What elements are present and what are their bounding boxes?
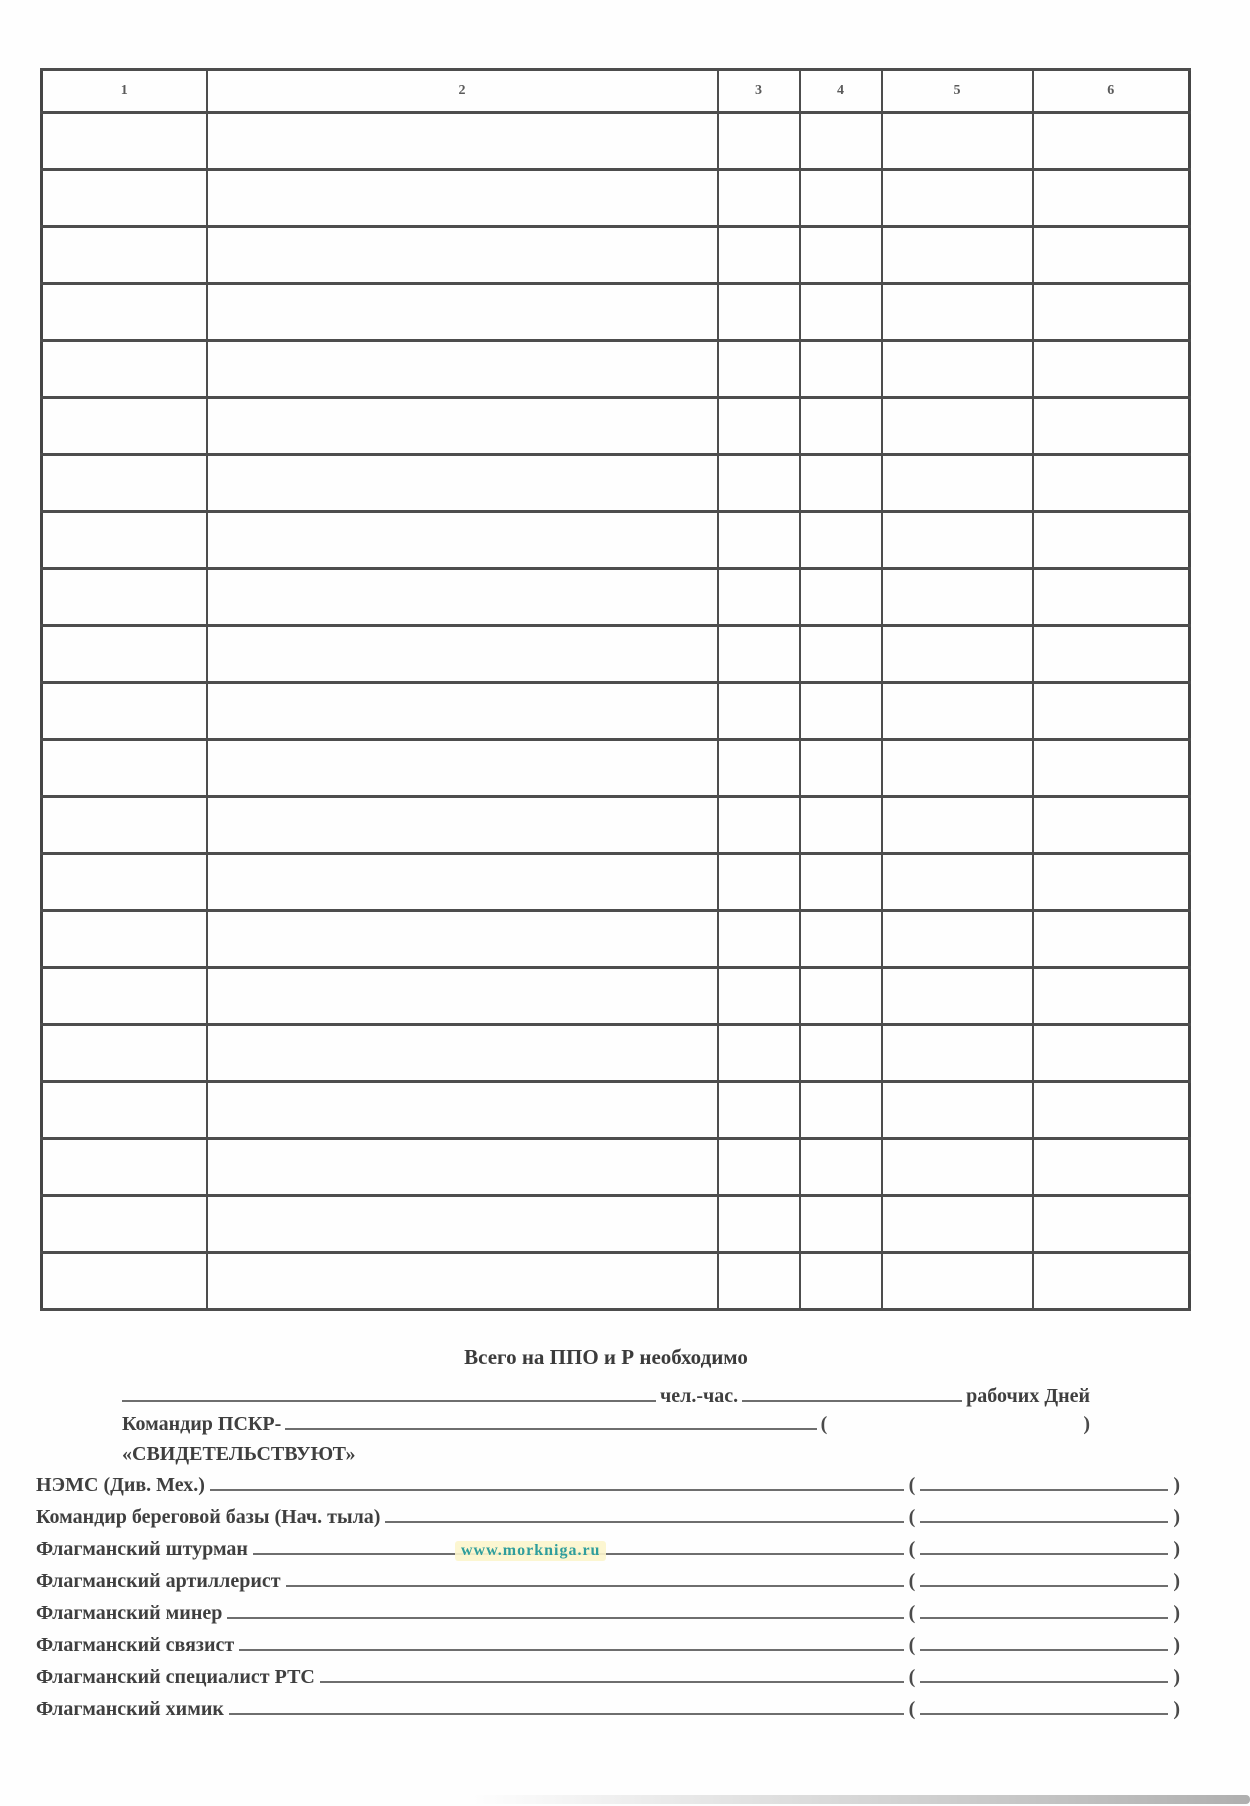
- table-cell: [42, 113, 207, 170]
- table-cell: [718, 911, 800, 968]
- table-cell: [800, 797, 882, 854]
- table-row: [42, 569, 1190, 626]
- paren-fill-in-line: [920, 1677, 1168, 1683]
- days-label: рабочих Дней: [966, 1385, 1090, 1407]
- table-header-cell: 4: [800, 70, 882, 113]
- table-row: [42, 626, 1190, 683]
- table-cell: [800, 170, 882, 227]
- table-cell: [1033, 1253, 1190, 1310]
- table-cell: [800, 398, 882, 455]
- table-cell: [718, 170, 800, 227]
- signature-row: [36, 1570, 1180, 1602]
- table-cell: [800, 512, 882, 569]
- table-cell: [1033, 512, 1190, 569]
- table-row: [42, 683, 1190, 740]
- table-cell: [882, 1025, 1033, 1082]
- table-cell: [42, 740, 207, 797]
- table-cell: [42, 284, 207, 341]
- close-paren: ): [1173, 1506, 1180, 1528]
- commander-label: Командир ПСКР-: [122, 1413, 282, 1435]
- table-cell: [800, 683, 882, 740]
- signature-fill-in-line: [385, 1517, 903, 1523]
- table-cell: [882, 284, 1033, 341]
- table-cell: [882, 341, 1033, 398]
- signature-label: Флагманский связист: [36, 1634, 235, 1656]
- table-cell: [718, 569, 800, 626]
- table-cell: [718, 512, 800, 569]
- table-cell: [207, 1025, 718, 1082]
- table-cell: [1033, 626, 1190, 683]
- table-cell: [882, 398, 1033, 455]
- signature-row: [36, 1698, 1180, 1730]
- signature-label: НЭМС (Див. Мех.): [36, 1474, 205, 1496]
- paren-fill-in-line: [920, 1517, 1168, 1523]
- table-cell: [718, 113, 800, 170]
- table-cell: [882, 512, 1033, 569]
- page-edge-shadow: [470, 1795, 1250, 1804]
- totals-heading: Всего на ППО и Р необходимо: [464, 1345, 748, 1369]
- table-header-cell: 2: [207, 70, 718, 113]
- table-cell: [718, 797, 800, 854]
- table-cell: [800, 626, 882, 683]
- table-cell: [882, 1139, 1033, 1196]
- signature-label: Командир береговой базы (Нач. тыла): [36, 1506, 381, 1528]
- table-cell: [718, 1253, 800, 1310]
- table-cell: [800, 1082, 882, 1139]
- table-cell: [800, 1196, 882, 1253]
- table-cell: [882, 854, 1033, 911]
- watermark: www.morkniga.ru: [455, 1541, 606, 1561]
- table-cell: [882, 911, 1033, 968]
- open-paren: (: [908, 1474, 916, 1496]
- blank-worksheet-table: [40, 68, 1191, 1311]
- signature-row: [36, 1474, 1180, 1506]
- signature-fill-in-line: [286, 1581, 904, 1587]
- table-row: [42, 911, 1190, 968]
- table-cell: [42, 911, 207, 968]
- table-cell: [800, 911, 882, 968]
- table-cell: [800, 1253, 882, 1310]
- close-paren: ): [1173, 1602, 1180, 1624]
- table-header-cell: 5: [882, 70, 1033, 113]
- table-cell: [42, 797, 207, 854]
- table-cell: [882, 1082, 1033, 1139]
- open-paren: (: [908, 1506, 916, 1528]
- table-cell: [42, 1139, 207, 1196]
- paren-fill-in-line: [920, 1581, 1168, 1587]
- close-paren: ): [1173, 1538, 1180, 1560]
- signature-row: [36, 1538, 1180, 1570]
- table-cell: [718, 455, 800, 512]
- paren-fill-in-line: [920, 1645, 1168, 1651]
- signature-fill-in-line: [210, 1485, 904, 1491]
- signature-row: [36, 1506, 1180, 1538]
- table-cell: [42, 512, 207, 569]
- table-cell: [1033, 911, 1190, 968]
- paren-fill-in-line: [920, 1485, 1168, 1491]
- open-paren: (: [820, 1413, 828, 1435]
- table-cell: [42, 398, 207, 455]
- signature-row: [36, 1602, 1180, 1634]
- table-cell: [42, 626, 207, 683]
- table-cell: [882, 968, 1033, 1025]
- table-cell: [207, 170, 718, 227]
- table-header-cell: 3: [718, 70, 800, 113]
- table-cell: [800, 284, 882, 341]
- table-cell: [882, 1253, 1033, 1310]
- table-cell: [1033, 797, 1190, 854]
- table-cell: [718, 284, 800, 341]
- table-cell: [718, 854, 800, 911]
- open-paren: (: [908, 1666, 916, 1688]
- signature-block: [36, 1474, 1180, 1730]
- table-cell: [42, 1253, 207, 1310]
- signature-label: Флагманский минер: [36, 1602, 223, 1624]
- table-cell: [207, 113, 718, 170]
- table-cell: [882, 1196, 1033, 1253]
- fill-in-line: [122, 1396, 656, 1402]
- man-hours-line: [122, 1385, 1090, 1415]
- witness-heading: «СВИДЕТЕЛЬСТВУЮТ»: [122, 1443, 356, 1465]
- table-row: [42, 170, 1190, 227]
- table-cell: [1033, 854, 1190, 911]
- commander-line: [122, 1413, 1090, 1443]
- table-row: [42, 1196, 1190, 1253]
- signature-label: Флагманский специалист РТС: [36, 1666, 315, 1688]
- table-cell: [1033, 113, 1190, 170]
- table-cell: [207, 455, 718, 512]
- table-cell: [207, 284, 718, 341]
- table-cell: [882, 569, 1033, 626]
- paren-fill-in-line: [920, 1613, 1168, 1619]
- table-cell: [207, 1196, 718, 1253]
- table-row: [42, 1082, 1190, 1139]
- table-row: [42, 1139, 1190, 1196]
- table-cell: [1033, 227, 1190, 284]
- table-cell: [42, 170, 207, 227]
- table-cell: [1033, 170, 1190, 227]
- open-paren: (: [908, 1538, 916, 1560]
- table-cell: [718, 1082, 800, 1139]
- table-cell: [42, 968, 207, 1025]
- table-cell: [1033, 341, 1190, 398]
- open-paren: (: [908, 1602, 916, 1624]
- table-row: [42, 740, 1190, 797]
- table-cell: [1033, 284, 1190, 341]
- table-row: [42, 854, 1190, 911]
- table-cell: [42, 227, 207, 284]
- table-cell: [800, 968, 882, 1025]
- table-cell: [882, 626, 1033, 683]
- fill-in-line: [742, 1396, 962, 1402]
- table-cell: [207, 683, 718, 740]
- paren-fill-in-line: [920, 1709, 1168, 1715]
- table-cell: [882, 170, 1033, 227]
- open-paren: (: [908, 1698, 916, 1720]
- table-cell: [207, 398, 718, 455]
- table-cell: [207, 626, 718, 683]
- table-row: [42, 968, 1190, 1025]
- table-row: [42, 113, 1190, 170]
- table-cell: [882, 113, 1033, 170]
- table-cell: [42, 1082, 207, 1139]
- table-cell: [1033, 740, 1190, 797]
- table-cell: [207, 740, 718, 797]
- table-cell: [800, 740, 882, 797]
- table-cell: [718, 1196, 800, 1253]
- table-cell: [207, 968, 718, 1025]
- table-cell: [800, 113, 882, 170]
- table-cell: [882, 455, 1033, 512]
- signature-fill-in-line: [229, 1709, 904, 1715]
- table-cell: [718, 227, 800, 284]
- table-cell: [207, 1139, 718, 1196]
- table-cell: [1033, 569, 1190, 626]
- table-header-row: [42, 70, 1190, 113]
- table-cell: [1033, 1139, 1190, 1196]
- table-row: [42, 797, 1190, 854]
- table-row: [42, 398, 1190, 455]
- close-paren: ): [1173, 1570, 1180, 1592]
- signature-row: [36, 1634, 1180, 1666]
- table-cell: [1033, 683, 1190, 740]
- table-cell: [718, 1139, 800, 1196]
- signature-fill-in-line: [227, 1613, 903, 1619]
- table-row: [42, 284, 1190, 341]
- table-cell: [42, 1196, 207, 1253]
- signature-row: [36, 1666, 1180, 1698]
- table-cell: [800, 1025, 882, 1082]
- table-cell: [1033, 968, 1190, 1025]
- table-cell: [1033, 1082, 1190, 1139]
- signature-fill-in-line: [239, 1645, 903, 1651]
- table-cell: [882, 797, 1033, 854]
- table-cell: [207, 797, 718, 854]
- table-header-cell: 6: [1033, 70, 1190, 113]
- blank-space: [831, 1426, 1079, 1430]
- table-row: [42, 512, 1190, 569]
- close-paren: ): [1173, 1698, 1180, 1720]
- close-paren: ): [1173, 1634, 1180, 1656]
- signature-label: Флагманский химик: [36, 1698, 224, 1720]
- table-cell: [882, 227, 1033, 284]
- table-cell: [1033, 398, 1190, 455]
- table-cell: [1033, 1025, 1190, 1082]
- table-cell: [800, 455, 882, 512]
- table-cell: [42, 854, 207, 911]
- table-cell: [42, 569, 207, 626]
- table-row: [42, 455, 1190, 512]
- table-cell: [882, 740, 1033, 797]
- table-cell: [718, 740, 800, 797]
- table-cell: [207, 569, 718, 626]
- table-cell: [42, 683, 207, 740]
- paren-fill-in-line: [920, 1549, 1168, 1555]
- table-cell: [718, 1025, 800, 1082]
- table-cell: [207, 1082, 718, 1139]
- table-cell: [800, 854, 882, 911]
- open-paren: (: [908, 1570, 916, 1592]
- table-row: [42, 227, 1190, 284]
- table-cell: [1033, 455, 1190, 512]
- table-row: [42, 1253, 1190, 1310]
- close-paren: ): [1173, 1474, 1180, 1496]
- table-cell: [207, 854, 718, 911]
- close-paren: ): [1083, 1413, 1090, 1435]
- table-cell: [800, 227, 882, 284]
- fill-in-line: [285, 1424, 816, 1430]
- table-cell: [42, 1025, 207, 1082]
- table-cell: [1033, 1196, 1190, 1253]
- table-cell: [800, 1139, 882, 1196]
- table-cell: [42, 455, 207, 512]
- table-cell: [207, 911, 718, 968]
- table-cell: [207, 1253, 718, 1310]
- table-cell: [207, 227, 718, 284]
- table-cell: [718, 626, 800, 683]
- table-cell: [42, 341, 207, 398]
- table-cell: [718, 683, 800, 740]
- table-cell: [207, 341, 718, 398]
- signature-label: Флагманский артиллерист: [36, 1570, 281, 1592]
- close-paren: ): [1173, 1666, 1180, 1688]
- table-header-cell: 1: [42, 70, 207, 113]
- table-cell: [882, 683, 1033, 740]
- table-row: [42, 1025, 1190, 1082]
- signature-fill-in-line: [320, 1677, 904, 1683]
- table-cell: [800, 341, 882, 398]
- signature-label: Флагманский штурман: [36, 1538, 248, 1560]
- table-cell: [718, 341, 800, 398]
- table-row: [42, 341, 1190, 398]
- table-cell: [718, 398, 800, 455]
- table-cell: [207, 512, 718, 569]
- open-paren: (: [908, 1634, 916, 1656]
- units-label: чел.-час.: [659, 1385, 739, 1407]
- table-cell: [800, 569, 882, 626]
- table-cell: [718, 968, 800, 1025]
